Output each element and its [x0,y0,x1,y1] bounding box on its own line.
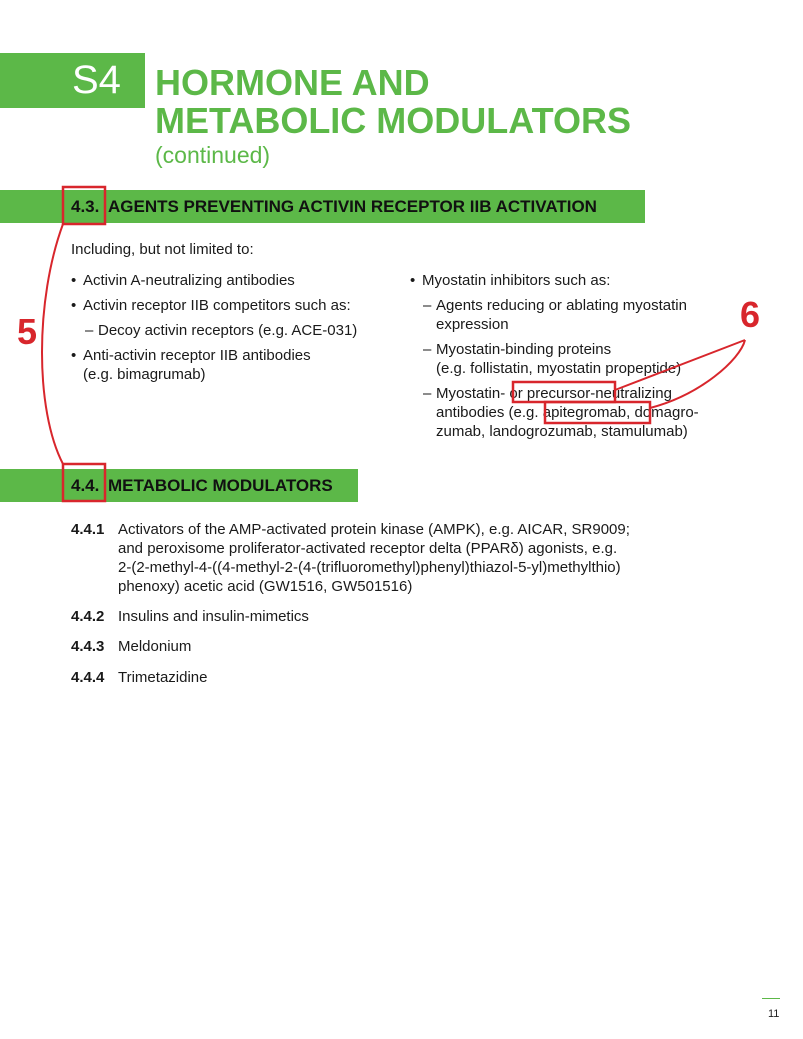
item-text: Insulins and insulin-mimetics [118,608,309,625]
section-code: S4 [72,58,121,102]
section-44-title: METABOLIC MODULATORS [108,476,333,495]
section-43-intro: Including, but not limited to: [71,241,254,258]
list-subitem: – Decoy activin receptors (e.g. ACE-031) [98,321,357,341]
highlight-box-44 [63,464,105,501]
list-subitem-continuation: expression [436,316,509,333]
highlight-box-precursor [513,382,615,402]
highlight-box-apitegromab [545,402,650,423]
page-number-rule [762,998,780,999]
list-subitem: – Myostatin-binding proteins [436,340,611,360]
connector-line-6a [615,340,745,390]
page-subtitle: (continued) [155,142,271,168]
section-43-number: 4.3. [71,197,100,216]
list-item: • Anti-activin receptor IIB antibodies [83,346,311,366]
page-number: 11 [768,1008,780,1020]
item-text: Trimetazidine [118,669,208,686]
annotation-marker-5: 5 [17,311,38,352]
item-text: 2-(2-methyl-4-((4-methyl-2-(4-(trifluoromethyl)phenyl)thiazol-5-yl)methylthio) [118,559,621,576]
highlight-box-43 [63,187,105,224]
item-number: 4.4.2 [71,608,105,625]
list-item: • Activin receptor IIB competitors such as: [83,296,351,316]
item-number: 4.4.3 [71,638,105,655]
list-subitem-continuation: zumab, landogrozumab, stamulumab) [436,423,688,440]
list-item-continuation: (e.g. bimagrumab) [83,366,206,383]
item-text: and peroxisome proliferator-activated receptor delta (PPARδ) agonists, e.g. [118,540,618,557]
list-subitem-continuation: antibodies (e.g. apitegromab, domagro- [436,404,699,421]
item-text: Meldonium [118,638,192,655]
connector-curve-5 [42,224,63,464]
list-item: • Activin A-neutralizing antibodies [83,271,295,291]
section-44-number: 4.4. [71,476,100,495]
item-text: phenoxy) acetic acid (GW1516, GW501516) [118,578,413,595]
item-text: Activators of the AMP-activated protein kinase (AMPK), e.g. AICAR, SR9009; [118,521,630,538]
list-item: • Myostatin inhibitors such as: [422,271,610,291]
connector-line-6b [650,340,745,408]
list-subitem: – Agents reducing or ablating myostatin [436,296,687,316]
list-subitem-continuation: (e.g. follistatin, myostatin propeptide) [436,360,682,377]
section-43-title: AGENTS PREVENTING ACTIVIN RECEPTOR IIB ACTIVATION [108,197,597,216]
item-number: 4.4.4 [71,669,105,686]
page-title-line-1: HORMONE AND [155,62,430,103]
item-number: 4.4.1 [71,521,105,538]
annotation-marker-6: 6 [740,294,761,335]
list-subitem: – Myostatin- or precursor-neutralizing [436,384,672,404]
page-title-line-2: METABOLIC MODULATORS [155,100,631,141]
